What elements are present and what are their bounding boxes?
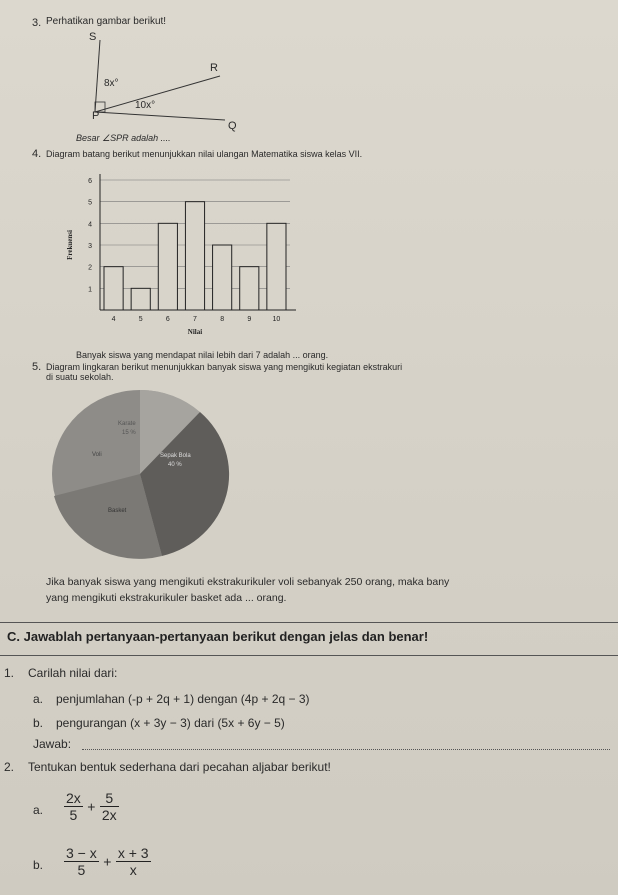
ray-PQ xyxy=(95,112,225,120)
q3-text: Perhatikan gambar berikut! xyxy=(46,16,167,27)
q3-question: Besar ∠SPR adalah .... xyxy=(76,133,171,143)
fraction-a-2 xyxy=(100,790,119,823)
bar-10 xyxy=(267,223,286,310)
pie-label-sepak-bola: Sepak Bola xyxy=(160,453,191,459)
fraction-a-1-denominator: 5 xyxy=(69,807,78,823)
pie-label-sepak-bola-pct: 40 % xyxy=(168,462,182,468)
section-c-top-border xyxy=(0,622,618,623)
q4-question: Banyak siswa yang mendapat nilai lebih dari 7 adalah ... orang. xyxy=(76,350,329,360)
y-tick-3: 3 xyxy=(88,243,92,250)
bar-5 xyxy=(131,288,150,310)
y-tick-6: 6 xyxy=(88,178,92,185)
essay1-a-label: a. xyxy=(33,692,44,706)
pie-chart xyxy=(50,388,230,560)
pie-label-basket: Basket xyxy=(108,508,127,514)
point-P: P xyxy=(92,110,100,122)
q5-number: 5. xyxy=(32,361,42,373)
x-tick-10: 10 xyxy=(272,316,281,323)
bar-4 xyxy=(104,267,123,310)
bar-7 xyxy=(185,202,204,310)
pie-label-karate: Karate xyxy=(118,421,136,427)
essay1-b-label: b. xyxy=(33,716,44,730)
x-tick-7: 7 xyxy=(193,316,197,323)
fraction-b-2 xyxy=(116,845,151,878)
bar-6 xyxy=(158,223,177,310)
fraction-b-2-denominator: x xyxy=(129,862,137,878)
y-axis-label: Frekuensi xyxy=(66,230,74,260)
x-tick-4: 4 xyxy=(111,316,116,323)
fraction-b-1-numerator: 3 − x xyxy=(66,845,97,861)
q3-number: 3. xyxy=(32,17,42,29)
q5-text-line2: di suatu sekolah. xyxy=(46,372,114,382)
q5-question-line1: Jika banyak siswa yang mengikuti ekstrakurikuler voli sebanyak 250 orang, maka bany xyxy=(46,576,450,588)
x-axis-label: Nilai xyxy=(187,328,203,336)
operator-a: + xyxy=(87,798,96,815)
section-c-title: C. Jawablah pertanyaan-pertanyaan berikut dengan jelas dan benar! xyxy=(7,629,429,644)
ray-PS xyxy=(95,40,100,112)
q5-text-line1: Diagram lingkaran berikut menunjukkan banyak siswa yang mengikuti kegiatan ekstrakuri xyxy=(46,362,403,372)
fraction-a-2-denominator: 2x xyxy=(101,807,117,823)
fraction-a-2-numerator: 5 xyxy=(100,790,119,807)
essay1-text: Carilah nilai dari: xyxy=(28,666,118,680)
angle-8x-label: 8x° xyxy=(104,78,119,89)
bar-9 xyxy=(240,267,259,310)
y-tick-1: 1 xyxy=(88,286,92,294)
x-tick-8: 8 xyxy=(220,316,225,323)
fraction-a-1-numerator: 2x xyxy=(66,790,81,806)
pie-label-voli: Voli xyxy=(92,452,102,458)
q4-text: Diagram batang berikut menunjukkan nilai ulangan Matematika siswa kelas VII. xyxy=(46,149,363,159)
fraction-b-1 xyxy=(64,845,99,878)
angle-10x-label: 10x° xyxy=(135,100,156,111)
point-S: S xyxy=(89,31,97,43)
fraction-a-1 xyxy=(64,790,83,823)
section-c-bottom-border xyxy=(0,655,618,656)
essay1-answer-label: Jawab: xyxy=(33,737,72,751)
operator-b: + xyxy=(103,853,112,870)
essay1-number: 1. xyxy=(4,666,15,680)
essay1-b-text: pengurangan (x + 3y − 3) dari (5x + 6y − 5) xyxy=(56,716,285,730)
essay2-a-label: a. xyxy=(33,803,44,817)
point-Q: Q xyxy=(228,120,237,132)
y-tick-5: 5 xyxy=(88,199,92,207)
bar-8 xyxy=(213,245,232,310)
x-tick-9: 9 xyxy=(247,316,252,323)
essay2-text: Tentukan bentuk sederhana dari pecahan aljabar berikut! xyxy=(28,760,331,774)
pie-label-karate-pct: 15 % xyxy=(122,430,136,436)
q4-number: 4. xyxy=(32,148,42,160)
y-tick-4: 4 xyxy=(88,221,92,229)
essay2-b-expression xyxy=(64,845,151,878)
x-tick-6: 6 xyxy=(165,316,170,323)
essay1-a-text: penjumlahan (-p + 2q + 1) dengan (4p + 2q − 3) xyxy=(56,692,310,706)
y-tick-2: 2 xyxy=(88,264,92,272)
fraction-b-2-numerator: x + 3 xyxy=(117,845,149,861)
bar-chart xyxy=(60,160,310,340)
q5-question-line2: yang mengikuti ekstrakurikuler basket ada ... orang. xyxy=(46,592,287,604)
point-R: R xyxy=(210,62,218,74)
essay2-a-expression xyxy=(64,790,119,823)
x-tick-5: 5 xyxy=(138,316,143,323)
essay2-number: 2. xyxy=(4,760,15,774)
answer-line xyxy=(82,749,610,750)
fraction-b-1-denominator: 5 xyxy=(77,862,86,878)
essay2-b-label: b. xyxy=(33,858,44,872)
